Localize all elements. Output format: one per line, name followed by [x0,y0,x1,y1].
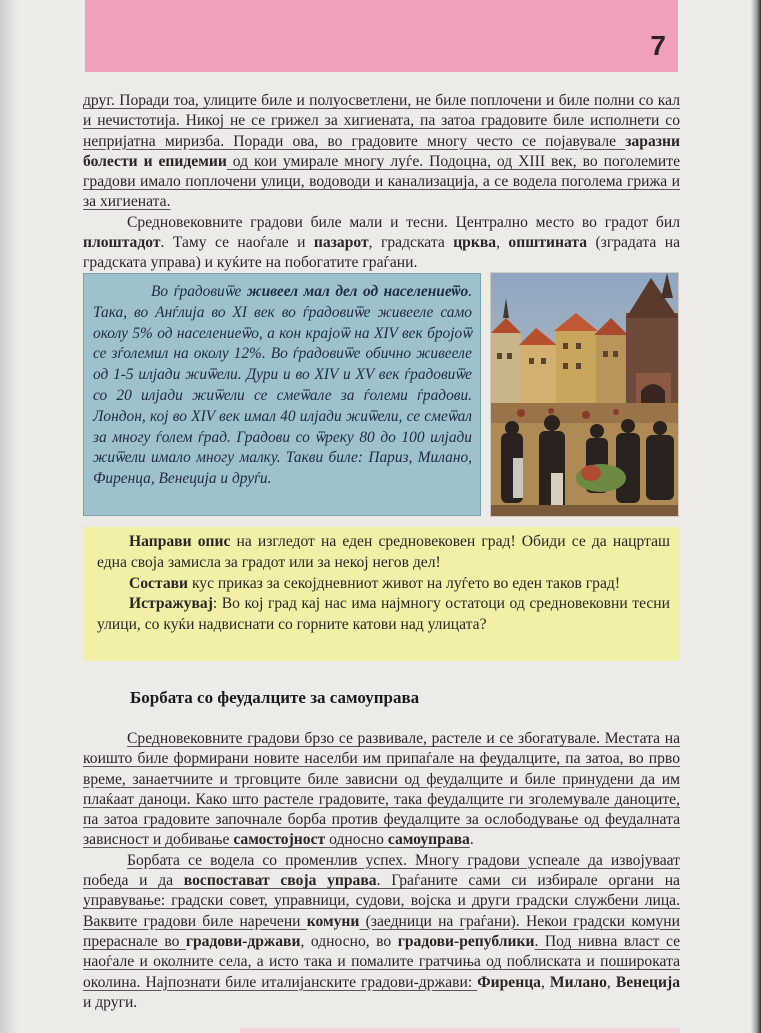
section-text [83,729,680,1013]
intro-paragraph-2: Средновековните градови биле мали и тесни. Централно место во градот бил плоштадот. Таму се наоѓале и пазарот, градската црква, општината (зградата на градската управа) и куќите на побогатите граѓани. [83,213,681,272]
bold-term: општината [508,234,588,252]
medieval-market-painting [490,272,679,517]
bold-term: самостојност [233,831,326,849]
bold-term: Фиренца [477,973,541,991]
task-item: Истражувај: Во кој град кај нас има најмногу остатоци од средновековни тесни улици, со куќи надвиснати со горните катови над улицата? [97,595,670,634]
bottom-band [240,1028,680,1033]
task-label: Истражувај [129,595,213,613]
task-box [83,527,680,661]
bold-term: плоштадот [83,234,161,252]
section-paragraph-2: Борбата се водела со променлив успех. Многу градови успеале да извојуваат победа и да воспостават своја управа. Граѓаните сами си избирале органи на управување: градски совет, управници, судови, војска и други градски службени лица. Ваквите градови биле наречени комуни (заедници на граѓани). Некои градски комуни прераснале во градови-држави, односно, во градови-републики. Под нивна власт се наоѓале и околните села, а исто така и помалите гратчиња од поблиската и пошироката околина. Најпознати биле италијанските градови-држави: Фиренца, Милано, Венеција и други. [83,851,681,1011]
info-box-text: Во ѓрадовиѿе живеел мал дел од населениеѿо. Така, во Анѓлија во XI век во ѓрадовиѿе живееле само околу 5% од населениеѿо, а кон крајоѿ на XIV век бројоѿ се зѓолемил на околу 12%. Во ѓрадовиѿе обично живееле од 1-5 илјади жиѿели. Дури и во XIV и XV век ѓрадовиѿе со 20 илјади жиѿели се смеѿале за ѓолеми ѓрадови. Лондон, кој во XIV век имал 40 илјади жиѿели, се смеѿал за многу ѓолем ѓрад. Градови со ѿреку 80 до 100 илјади жиѿели имало многу малку. Такви биле: Париз, Милано, Фиренца, Венеција и друѓи. [93,283,472,488]
bold-term: комуни [306,912,360,930]
intro-paragraph-1: друг. Поради тоа, улиците биле и полуосветлени, не биле поплочени и биле полни со кал и нечистотија. Никој не се грижел за хигиената, па затоа градовите биле исполнети со непријатна миризба. Поради ова, во градовите многу често се појавувале заразни болести и епидемии од кои умирале многу луѓе. Подоцна, од XIII век, во поголемите градови имало поплочени улици, водоводи и канализација, а се водела поголема грижа и за хигиената. [83,92,680,211]
painting-image [491,273,678,516]
page-edge-right [751,0,761,1033]
task-item: Направи опис на изгледот на еден средновековен град! Обиди се да нацрташ една своја замисла за градот или за некој негов дел! [97,533,670,571]
bold-term: градови-републики [397,932,535,950]
bold-term: црква [453,234,497,252]
bold-term: живеел мал дел од населениеѿо [246,283,469,300]
bold-term: градови-држави [185,932,301,950]
bold-term: воспостават своја управа [183,872,377,890]
header-band [85,0,678,72]
info-box [83,273,481,516]
task-item: Состави кус приказ за секојдневниот живот на луѓето во еден таков град! [129,574,621,592]
bold-term: Венеција [615,973,681,991]
task-label: Состави [129,574,189,592]
section-title: Борбата со феудалците за самоуправа [130,688,420,707]
task-label: Направи опис [129,533,231,550]
page-number: 7 [650,30,666,61]
bold-term: заразни болести и епидемии [83,132,680,170]
bold-term: самоуправа [387,831,470,849]
bold-term: Милано [549,973,607,991]
bold-term: пазарот [313,234,369,252]
section-paragraph-1: Средновековните градови брзо се развивале, растеле и се збогатувале. Местата на коишто биле формирани новите населби им припаѓале на феудалците, па затоа, во прво време, занаетчиите и трговците биле зависни од феудалците и биле принудени да им плаќаат даноци. Како што растеле градовите, така феудалците ги зголемувале даноците, па затоа градовите започнале борба против феудалците за ослободување од феудалната зависност и добивање самостојност односно самоуправа. [83,730,680,849]
page-edge-left [0,0,22,1033]
intro-text [83,91,680,274]
